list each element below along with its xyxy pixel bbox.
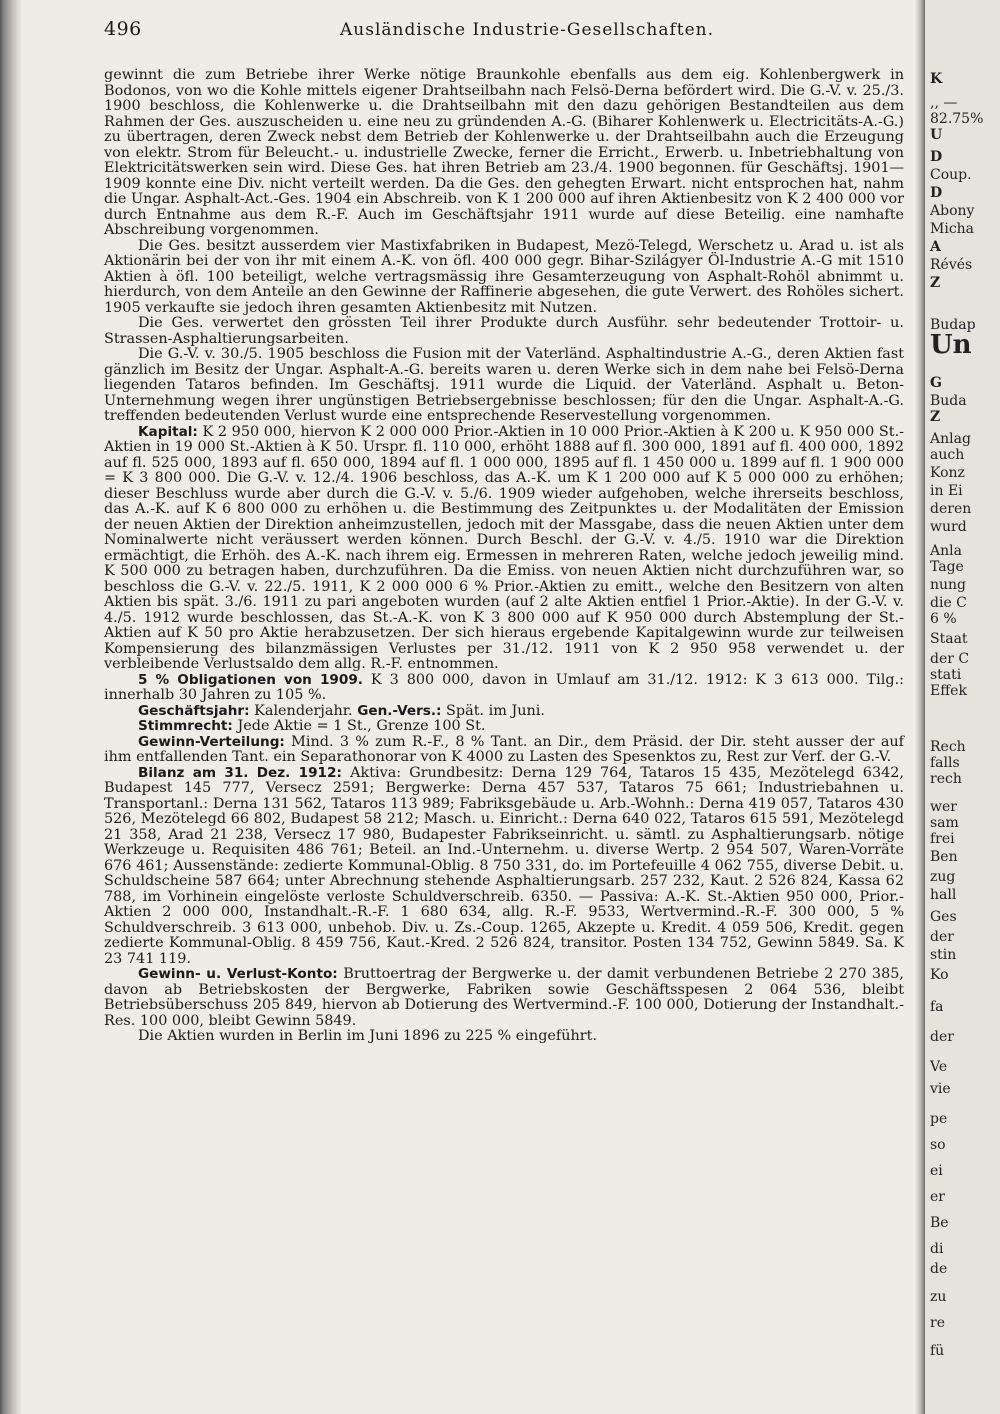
- adjacent-page-fragment: G: [930, 375, 942, 391]
- adjacent-page-fragment: de: [930, 1261, 948, 1277]
- adjacent-page-fragment: stati: [930, 667, 962, 683]
- section-gewinn-verlust: [104, 967, 904, 1029]
- adjacent-page-fragment: Ben: [930, 849, 958, 865]
- adjacent-page-fragment: D: [930, 185, 943, 201]
- label-gewinn-verteilung: Gewinn-Verteilung:: [138, 733, 285, 750]
- adjacent-page-fragment: Staat: [930, 631, 968, 647]
- label-gewinn-verlust: Gewinn- u. Verlust-Konto:: [138, 966, 338, 982]
- label-geschaeftsjahr: Geschäftsjahr:: [138, 702, 250, 719]
- adjacent-page-fragment: D: [930, 149, 943, 165]
- adjacent-page-fragment: Ko: [930, 967, 949, 983]
- text-kapital: K 2 950 000, hiervon K 2 000 000 Prior.-Aktien in 10 000 Prior.-Aktien à K 200 u. K 950 000 St.-Aktien in 19 000 St.-Aktien à K 50. Urspr. fl. 110 000, erhöht 1888 auf fl. 300 000, 1891 auf fl. 400 000, 1892 auf fl. 525 000, 1893 auf fl. 650 000, 1894 auf fl. 1 000 000, 1895 auf fl. 1 450 000 u. 1899 auf fl. 1 900 000 = K 3 800 000. Die G.-V. v. 12./4. 1906 beschloss, das A.-K. um K 1 200 000 auf K 5 000 000 zu erhöhen; dieser Beschluss wurde aber durch die G.-V. v. 5./6. 1909 wieder aufgehoben, welche ihrerseits beschloss, das A.-K. auf K 6 800 000 zu erhöhen u. die Bestimmung des Zeitpunktes u. der Modalitäten der Emission der neuen Aktien der Direktion anheimzustellen, jedoch mit der Massgabe, dass die neuen Aktien unter dem Nominalwerte nicht veräussert werden können. Durch Beschl. der G.-V. v. 4./5. 1910 war die Direktion ermächtigt, die Erhöh. des A.-K. nach ihrem eig. Ermessen in mehreren Raten, welche jedoch jeweilig mind. K 500 000 zu betragen haben, durchzuführen. Da die Emiss. von neuen Aktien nicht durchzuführen war, so beschloss die G.-V. v. 22./5. 1911, K 2 000 000 6 % Prior.-Aktien zu emitt., welche den Besitzern von alten Aktien bis spät. 3./6. 1911 zu pari angeboten wurden (auf 2 alte Aktien entfiel 1 Prior.-Aktie). In der G.-V. v. 4./5. 1912 wurde beschlossen, das St.-A.-K. von K 3 800 000 auf K 950 000 durch Abstemplung der St.-Aktien auf K 50 pro Aktie herabzusetzen. Der sich hieraus ergebende Kapitalgewinn wurde zur teilweisen Kompensierung des bilanzmässigen Verlustes per 31./12. 1911 von K 2 950 958 verwendet u. der verbleibende Verlustsaldo dem allg. R.-F. entnommen.: [104, 423, 905, 672]
- text-bilanz: Aktiva: Grundbesitz: Derna 129 764, Tataros 15 435, Mezötelegd 6342, Budapest 145 777, Versecz 2591; Bergwerke: Derna 457 537, Tataros 75 661; Industriebahnen u. Transportanl.: Derna 131 562, Tataros 113 989; Fabriksgebäude u. Arb.-Wohnh.: Derna 419 057, Tataros 430 526, Mezötelegd 66 802, Budapest 58 212; Masch. u. Einricht.: Derna 640 022, Tataros 615 591, Mezötelegd 21 358, Arad 21 238, Versecz 17 980, Budapester Fabrikseinricht. u. sämtl. zu Asphaltierungsarb. nötige Werkzeuge u. Requisiten 486 761; Beteil. an Ind.-Unternehm. u. diverse Wertp. 2 954 507, Waren-Vorräte 676 461; Aussenstände: zedierte Kommunal-Oblig. 8 750 331, do. im Portefeuille 4 062 755, diverse Debit. u. Schuldscheine 587 664; unter Abrechnung stehende Asphaltierungsarb. 257 232, Kaut. 2 526 824, Kassa 62 788, im Vorhinein eingelöste verloste Schuldverschreib. 6350. — Passiva: A.-K. St.-Aktien 950 000, Prior.-Aktien 2 000 000, Instandhalt.-R.-F. 1 680 634, allg. R.-F. 9533, Wertvermind.-R.-F. 300 000, 5 % Schuldverschreib. 3 613 000, unbehob. Div. u. Zs.-Coup. 1265, Akzepte u. Kredit. 4 059 506, Kredit. gegen zedierte Kommunal-Oblig. 8 459 756, Kaut.-Kred. 2 526 824, transitor. Posten 134 752, Gewinn 5849. Sa. K 23 741 119.: [104, 764, 904, 967]
- adjacent-page-fragment: Abony: [930, 203, 975, 219]
- adjacent-page-fragment: Tage: [930, 559, 964, 575]
- adjacent-page-fragment: Ges: [930, 909, 957, 925]
- adjacent-page-fragment: stin: [930, 947, 957, 963]
- paragraph-berlin: Die Aktien wurden in Berlin im Juni 1896 zu 225 % eingeführt.: [138, 1028, 598, 1044]
- adjacent-page-fragment: Révés: [930, 257, 973, 273]
- adjacent-page-fragment: Buda: [930, 393, 967, 409]
- text-obligationen: K 3 800 000, davon in Umlauf am 31./12. 1912: K 3 613 000. Tilg.: innerhalb 30 Jahren zu 105 %.: [104, 671, 905, 703]
- adjacent-page-fragment: fa: [930, 999, 944, 1015]
- adjacent-page-fragment: re: [930, 1315, 945, 1331]
- adjacent-page-fragment: deren: [930, 501, 972, 517]
- page-number: 496: [104, 18, 142, 40]
- paragraph-mastix: Die Ges. besitzt ausserdem vier Mastixfabriken in Budapest, Mezö-Telegd, Werschetz u. Arad u. ist als Aktionärin bei der von ihr mit einem A.-K. von öfl. 400 000 gegr. Bihar-Szilágyer Öl-Industrie A.-G mit 1510 Aktien à öfl. 100 beteiligt, welche vertragsmässig ihre Gesamterzeugung von Asphalt-Rohöl abnimmt u. hierdurch, von dem Anteile an den Gewinne der Raffinerie abgesehen, die gute Verwert. des Rohöles sichert. 1905 verkaufte sie jedoch ihren gesamten Aktienbesitz mit Nutzen.: [104, 237, 904, 316]
- text-gen-vers: Spät. im Juni.: [446, 702, 545, 719]
- adjacent-page-fragment: so: [930, 1137, 946, 1153]
- section-bilanz: [104, 766, 904, 968]
- adjacent-page-fragment: rech: [930, 771, 962, 787]
- adjacent-page-fragment: der: [930, 1029, 954, 1045]
- adjacent-page-fragment: Un: [930, 330, 972, 360]
- adjacent-page-fragment: Konz: [930, 465, 965, 481]
- adjacent-page-fragment: die C: [930, 595, 967, 611]
- label-stimmrecht: Stimmrecht:: [138, 718, 233, 734]
- book-gutter-shadow: [0, 0, 22, 1414]
- adjacent-page-fragment: 82.75%: [930, 111, 984, 127]
- label-bilanz: Bilanz am 31. Dez. 1912:: [138, 764, 342, 781]
- text-geschaeftsjahr: Kalenderjahr.: [254, 702, 353, 719]
- body-text: [104, 68, 904, 1045]
- adjacent-page-fragment: auch: [930, 447, 965, 463]
- adjacent-page-fragment: K: [930, 71, 943, 87]
- adjacent-page-fragment: der C: [930, 651, 970, 667]
- adjacent-page-fragment: di: [930, 1241, 944, 1257]
- adjacent-page-fragment: fü: [930, 1343, 945, 1359]
- adjacent-page-fragment: ‚‚ —: [930, 95, 958, 111]
- adjacent-page-fragment: Ve: [930, 1059, 948, 1075]
- text-stimmrecht: Jede Aktie = 1 St., Grenze 100 St.: [237, 718, 486, 734]
- paragraph-fusion: Die G.-V. v. 30./5. 1905 beschloss die Fusion mit der Vaterländ. Asphaltindustrie A.-G., deren Aktien fast gänzlich im Besitz der Ungar. Asphalt-A.-G. bereits waren u. deren Werke sich in dem nahe bei Felsö-Derna liegenden Tataros befinden. Im Geschäftsj. 1911 wurde die Liquid. der Vaterländ. Asphalt u. Beton-Unternehmung wegen ihrer ungünstigen Betriebsergebnisse beschlossen; für den die Ungar. Asphalt-A.-G. treffenden bedeutenden Verlust wurde eine entsprechende Reservestellung vorgenommen.: [104, 346, 904, 424]
- page-edge-shadow: [915, 0, 925, 1414]
- label-gen-vers: Gen.-Vers.:: [357, 702, 442, 719]
- label-kapital: Kapital:: [138, 423, 198, 440]
- text-gewinn-verlust: Bruttoertrag der Bergwerke u. der damit verbundenen Betriebe 2 270 385, davon ab Betriebskosten der Bergwerke, Fabriken sowie Geschäftsspesen 2 064 536, bleibt Betriebsüberschuss 205 849, hiervon ab Dotierung des Wertvermind.-F. 100 000, Dotierung der Instandhalt.-Res. 100 000, bleibt Gewinn 5849.: [104, 966, 904, 1029]
- adjacent-page-fragment: Rech: [930, 739, 966, 755]
- adjacent-page-fragment: Micha: [930, 221, 975, 237]
- section-gewinn-verteilung: [104, 735, 904, 766]
- adjacent-page-fragment: sam: [930, 815, 959, 831]
- adjacent-page-fragment: 6 %: [930, 611, 957, 627]
- adjacent-page-fragment: U: [930, 127, 943, 143]
- adjacent-page-fragment: Effek: [930, 683, 967, 699]
- label-obligationen: 5 % Obligationen von 1909.: [138, 671, 363, 688]
- adjacent-page-fragment: Be: [930, 1215, 949, 1231]
- adjacent-page-fragment: zu: [930, 1289, 947, 1305]
- text-gewinn-verteilung: Mind. 3 % zum R.-F., 8 % Tant. an Dir., dem Präsid. der Dir. steht ausser der auf ihm entfallenden Tant. ein Separathonorar von K 4000 zu Lasten des Spesenktos zu, Rest zur Verf. der G.-V.: [104, 733, 904, 765]
- adjacent-page-fragment: der: [930, 929, 954, 945]
- adjacent-page-fragment: zug: [930, 869, 956, 885]
- section-stimmrecht: [104, 719, 904, 735]
- adjacent-page-fragment: falls: [930, 755, 960, 771]
- adjacent-page-fragment: ei: [930, 1163, 943, 1179]
- paragraph-products: Die Ges. verwertet den grössten Teil ihrer Produkte durch Ausführ. sehr bedeutender Trottoir- u. Strassen-Asphaltierungsarbeiten.: [104, 315, 904, 347]
- adjacent-page-fragment: wer: [930, 799, 957, 815]
- adjacent-page-fragment: frei: [930, 831, 955, 847]
- section-geschaeftsjahr: [104, 704, 904, 720]
- section-obligationen: [104, 673, 904, 704]
- adjacent-page-fragment: Budap: [930, 317, 976, 333]
- adjacent-page-fragment: vie: [930, 1081, 951, 1097]
- adjacent-page-fragment: Anlag: [930, 431, 971, 447]
- running-title: Ausländische Industrie-Gesellschaften.: [340, 20, 715, 40]
- paragraph-intro: gewinnt die zum Betriebe ihrer Werke nötige Braunkohle ebenfalls aus dem eig. Kohlenbergwerk in Bodonos, von wo die Kohle mittels eigener Drahtseilbahn nach Felsö-Derna befördert wird. Die G.-V. v. 25./3. 1900 beschloss, die Kohlenwerke u. die Drahtseilbahn mit den dazu gehörigen Bestandteilen aus dem Rahmen der Ges. auszuscheiden u. eine neu zu gründenden A.-G. (Biharer Kohlenwerk u. Electricitäts-A.-G.) zu übertragen, deren Zweck nebst dem Betrieb der Kohlenwerke u. der Drahtseilbahn auch die Erzeugung von elektr. Strom für Beleucht.- u. industrielle Zwecke, ferner die Erricht., Erwerb. u. Inbetriebhaltung von Elektricitätswerken sein wird. Diese Ges. hat ihren Betrieb am 23./4. 1900 begonnen. für Geschäftsj. 1901—1909 konnte eine Div. nicht verteilt werden. Da die Ges. den gehegten Erwart. nicht entsprochen hat, nahm die Ungar. Asphalt-Act.-Ges. 1904 ein Abschreib. von K 1 200 000 auf ihren Aktienbesitz von K 2 400 000 vor durch Entnahme aus dem R.-F. Auch im Geschäftsjahr 1911 wurde auf diese Beteilig. eine namhafte Abschreibung vorgenommen.: [104, 67, 904, 238]
- adjacent-page-fragment: Coup.: [930, 167, 972, 183]
- adjacent-page-fragment: A: [930, 239, 941, 255]
- adjacent-page-fragment: nung: [930, 577, 967, 593]
- adjacent-page-fragment: hall: [930, 887, 957, 903]
- adjacent-page-fragment: pe: [930, 1111, 948, 1127]
- adjacent-page-fragment: Z: [930, 275, 941, 291]
- section-kapital: [104, 425, 904, 673]
- adjacent-page-fragment: in Ei: [930, 483, 963, 499]
- adjacent-page-fragment: wurd: [930, 519, 967, 535]
- adjacent-page-fragment: Z: [930, 409, 941, 425]
- adjacent-page-fragment: Anla: [930, 543, 962, 559]
- adjacent-page-fragment: er: [930, 1189, 945, 1205]
